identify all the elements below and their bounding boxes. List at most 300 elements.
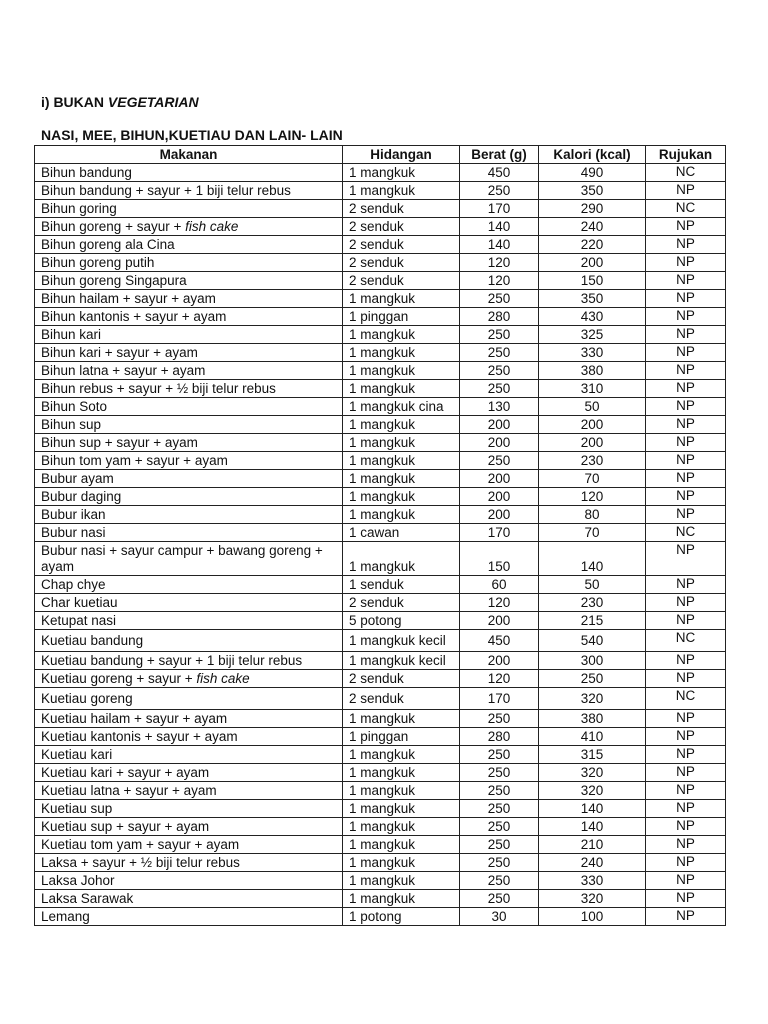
cell-hidangan: 5 potong [343, 612, 460, 630]
cell-rujukan: NP [646, 728, 726, 746]
food-name: Laksa Sarawak [41, 891, 134, 906]
table-row [35, 728, 726, 746]
cell-hidangan: 1 mangkuk cina [343, 398, 460, 416]
cell-makanan [35, 470, 343, 488]
cell-berat: 250 [460, 836, 539, 854]
food-name: Lemang [41, 909, 90, 924]
cell-berat: 200 [460, 416, 539, 434]
cell-rujukan: NP [646, 746, 726, 764]
table-row [35, 524, 726, 542]
cell-kalori: 200 [539, 254, 646, 272]
food-name: Bubur ikan [41, 507, 106, 522]
cell-makanan [35, 524, 343, 542]
table-row [35, 272, 726, 290]
cell-makanan [35, 380, 343, 398]
cell-hidangan: 1 mangkuk [343, 452, 460, 470]
cell-berat: 170 [460, 524, 539, 542]
cell-kalori: 290 [539, 200, 646, 218]
cell-kalori: 50 [539, 398, 646, 416]
cell-rujukan: NP [646, 182, 726, 200]
cell-kalori: 410 [539, 728, 646, 746]
cell-hidangan: 1 mangkuk kecil [343, 652, 460, 670]
cell-rujukan: NP [646, 854, 726, 872]
cell-hidangan: 1 mangkuk [343, 542, 460, 576]
food-name: Kuetiau hailam + sayur + ayam [41, 711, 228, 726]
cell-hidangan: 1 mangkuk [343, 506, 460, 524]
cell-makanan [35, 416, 343, 434]
cell-kalori: 140 [539, 818, 646, 836]
table-row [35, 908, 726, 926]
cell-hidangan: 1 mangkuk [343, 854, 460, 872]
cell-berat: 250 [460, 710, 539, 728]
cell-berat: 120 [460, 272, 539, 290]
table-body [35, 164, 726, 926]
cell-makanan [35, 630, 343, 652]
cell-kalori: 430 [539, 308, 646, 326]
cell-berat: 200 [460, 506, 539, 524]
table-row [35, 380, 726, 398]
section-heading-italic: VEGETARIAN [107, 94, 199, 110]
cell-kalori: 320 [539, 764, 646, 782]
cell-makanan [35, 890, 343, 908]
cell-hidangan: 1 pinggan [343, 728, 460, 746]
cell-berat: 250 [460, 818, 539, 836]
cell-rujukan: NP [646, 670, 726, 688]
cell-hidangan: 1 mangkuk [343, 434, 460, 452]
food-name: Bihun Soto [41, 399, 108, 414]
cell-rujukan: NP [646, 398, 726, 416]
table-row [35, 326, 726, 344]
table-row [35, 854, 726, 872]
cell-berat: 280 [460, 308, 539, 326]
cell-rujukan: NP [646, 326, 726, 344]
food-name: Kuetiau latna + sayur + ayam [41, 783, 217, 798]
cell-hidangan: 2 senduk [343, 236, 460, 254]
cell-kalori: 70 [539, 524, 646, 542]
food-name: Kuetiau bandung + sayur + 1 biji telur rebus [41, 653, 303, 668]
food-name: Bihun latna + sayur + ayam [41, 363, 206, 378]
food-name: Kuetiau sup + sayur + ayam [41, 819, 210, 834]
cell-berat: 200 [460, 652, 539, 670]
food-name: Bihun hailam + sayur + ayam [41, 291, 216, 306]
table-row [35, 488, 726, 506]
cell-berat: 120 [460, 670, 539, 688]
cell-makanan [35, 344, 343, 362]
table-row [35, 782, 726, 800]
cell-kalori: 150 [539, 272, 646, 290]
table-row [35, 688, 726, 710]
cell-makanan [35, 818, 343, 836]
table-row [35, 612, 726, 630]
header-makanan: Makanan [35, 146, 343, 164]
cell-berat: 450 [460, 630, 539, 652]
cell-makanan [35, 688, 343, 710]
cell-hidangan: 1 mangkuk [343, 782, 460, 800]
cell-berat: 150 [460, 542, 539, 576]
cell-rujukan: NP [646, 872, 726, 890]
cell-rujukan: NP [646, 290, 726, 308]
cell-makanan [35, 164, 343, 182]
cell-rujukan: NP [646, 470, 726, 488]
cell-hidangan: 1 mangkuk [343, 800, 460, 818]
cell-berat: 30 [460, 908, 539, 926]
cell-berat: 120 [460, 254, 539, 272]
cell-makanan [35, 488, 343, 506]
food-name: Bihun rebus + sayur + ½ biji telur rebus [41, 381, 276, 396]
table-row [35, 576, 726, 594]
cell-hidangan: 1 mangkuk [343, 416, 460, 434]
food-name: Bihun kari [41, 327, 102, 342]
food-name: Bihun sup [41, 417, 102, 432]
cell-rujukan: NP [646, 416, 726, 434]
cell-berat: 250 [460, 452, 539, 470]
cell-kalori: 120 [539, 488, 646, 506]
food-name: Bihun bandung + sayur + 1 biji telur rebus [41, 183, 291, 198]
table-header-row [35, 146, 726, 164]
food-name: Bihun goreng ala Cina [41, 237, 175, 252]
cell-rujukan: NC [646, 200, 726, 218]
table-row [35, 398, 726, 416]
cell-kalori: 50 [539, 576, 646, 594]
food-name: Bubur nasi [41, 525, 106, 540]
cell-kalori: 250 [539, 670, 646, 688]
cell-berat: 250 [460, 290, 539, 308]
cell-berat: 120 [460, 594, 539, 612]
cell-kalori: 140 [539, 800, 646, 818]
table-row [35, 746, 726, 764]
cell-hidangan: 1 mangkuk [343, 836, 460, 854]
food-name: Kuetiau goreng + sayur + [41, 671, 197, 686]
cell-rujukan: NP [646, 434, 726, 452]
cell-berat: 250 [460, 890, 539, 908]
cell-berat: 200 [460, 488, 539, 506]
cell-kalori: 300 [539, 652, 646, 670]
cell-berat: 250 [460, 344, 539, 362]
cell-rujukan: NC [646, 164, 726, 182]
cell-kalori: 380 [539, 710, 646, 728]
cell-makanan [35, 218, 343, 236]
cell-berat: 250 [460, 854, 539, 872]
cell-berat: 200 [460, 434, 539, 452]
food-name: Bihun goring [41, 201, 117, 216]
cell-hidangan: 1 mangkuk [343, 182, 460, 200]
food-name: Bubur ayam [41, 471, 114, 486]
cell-makanan [35, 182, 343, 200]
cell-makanan [35, 728, 343, 746]
table-row [35, 182, 726, 200]
cell-hidangan: 2 senduk [343, 272, 460, 290]
cell-rujukan: NP [646, 800, 726, 818]
table-row [35, 836, 726, 854]
cell-kalori: 310 [539, 380, 646, 398]
food-name: Kuetiau tom yam + sayur + ayam [41, 837, 240, 852]
cell-makanan [35, 452, 343, 470]
cell-makanan [35, 236, 343, 254]
table-row [35, 470, 726, 488]
table-row [35, 506, 726, 524]
cell-kalori: 325 [539, 326, 646, 344]
cell-hidangan: 1 pinggan [343, 308, 460, 326]
cell-berat: 250 [460, 872, 539, 890]
cell-makanan [35, 362, 343, 380]
cell-rujukan: NP [646, 218, 726, 236]
cell-rujukan: NC [646, 524, 726, 542]
cell-rujukan: NP [646, 254, 726, 272]
cell-kalori: 230 [539, 452, 646, 470]
cell-makanan [35, 836, 343, 854]
table-row [35, 362, 726, 380]
cell-hidangan: 1 mangkuk [343, 746, 460, 764]
cell-rujukan: NP [646, 612, 726, 630]
cell-hidangan: 1 cawan [343, 524, 460, 542]
food-name: Bihun kantonis + sayur + ayam [41, 309, 227, 324]
cell-hidangan: 1 mangkuk [343, 890, 460, 908]
cell-hidangan: 1 mangkuk [343, 764, 460, 782]
cell-rujukan: NP [646, 236, 726, 254]
section-heading-prefix: i) BUKAN [41, 94, 108, 110]
cell-rujukan: NP [646, 576, 726, 594]
food-name-italic: fish cake [185, 219, 239, 234]
cell-kalori: 200 [539, 416, 646, 434]
cell-berat: 250 [460, 182, 539, 200]
cell-hidangan: 1 mangkuk [343, 344, 460, 362]
food-name: Ketupat nasi [41, 613, 117, 628]
food-name-italic: fish cake [196, 671, 250, 686]
cell-makanan [35, 612, 343, 630]
table-heading: NASI, MEE, BIHUN,KUETIAU DAN LAIN- LAIN [41, 127, 343, 143]
cell-rujukan: NP [646, 380, 726, 398]
table-row [35, 218, 726, 236]
food-name: Bihun sup + sayur + ayam [41, 435, 198, 450]
cell-berat: 450 [460, 164, 539, 182]
cell-hidangan: 1 mangkuk [343, 710, 460, 728]
cell-berat: 280 [460, 728, 539, 746]
cell-makanan [35, 434, 343, 452]
cell-kalori: 330 [539, 344, 646, 362]
cell-rujukan: NP [646, 710, 726, 728]
cell-rujukan: NP [646, 764, 726, 782]
cell-hidangan: 1 mangkuk kecil [343, 630, 460, 652]
cell-hidangan: 2 senduk [343, 594, 460, 612]
cell-rujukan: NP [646, 818, 726, 836]
cell-makanan [35, 200, 343, 218]
food-name: Bihun goreng Singapura [41, 273, 187, 288]
table-row [35, 890, 726, 908]
cell-kalori: 350 [539, 182, 646, 200]
cell-kalori: 80 [539, 506, 646, 524]
cell-kalori: 315 [539, 746, 646, 764]
cell-kalori: 240 [539, 854, 646, 872]
cell-rujukan: NP [646, 308, 726, 326]
cell-kalori: 210 [539, 836, 646, 854]
cell-berat: 250 [460, 362, 539, 380]
food-name: Bihun goreng + sayur + [41, 219, 186, 234]
table-row [35, 452, 726, 470]
food-name: Kuetiau kari [41, 747, 113, 762]
section-heading [41, 93, 199, 111]
table-row [35, 290, 726, 308]
cell-kalori: 200 [539, 434, 646, 452]
food-name: Laksa Johor [41, 873, 115, 888]
cell-hidangan: 1 mangkuk [343, 380, 460, 398]
table-row [35, 670, 726, 688]
cell-berat: 250 [460, 380, 539, 398]
header-rujukan: Rujukan [646, 146, 726, 164]
cell-berat: 250 [460, 782, 539, 800]
cell-rujukan: NP [646, 452, 726, 470]
cell-rujukan: NP [646, 344, 726, 362]
table-row [35, 652, 726, 670]
cell-rujukan: NP [646, 506, 726, 524]
cell-berat: 250 [460, 326, 539, 344]
cell-rujukan: NP [646, 890, 726, 908]
cell-makanan [35, 854, 343, 872]
table-row [35, 434, 726, 452]
cell-berat: 250 [460, 800, 539, 818]
header-berat: Berat (g) [460, 146, 539, 164]
cell-makanan [35, 710, 343, 728]
cell-hidangan: 2 senduk [343, 218, 460, 236]
cell-kalori: 215 [539, 612, 646, 630]
cell-berat: 170 [460, 200, 539, 218]
food-name: Kuetiau goreng [41, 691, 133, 706]
cell-hidangan: 1 mangkuk [343, 872, 460, 890]
table-row [35, 764, 726, 782]
cell-hidangan: 1 mangkuk [343, 818, 460, 836]
cell-makanan [35, 652, 343, 670]
food-name: Bihun tom yam + sayur + ayam [41, 453, 228, 468]
cell-makanan [35, 576, 343, 594]
cell-makanan [35, 908, 343, 926]
cell-hidangan: 2 senduk [343, 254, 460, 272]
cell-kalori: 320 [539, 890, 646, 908]
cell-berat: 250 [460, 764, 539, 782]
cell-rujukan: NC [646, 688, 726, 710]
cell-hidangan: 1 mangkuk [343, 362, 460, 380]
cell-makanan [35, 800, 343, 818]
table-row [35, 872, 726, 890]
table-row [35, 200, 726, 218]
food-name: Kuetiau sup [41, 801, 113, 816]
cell-makanan [35, 872, 343, 890]
table-row [35, 416, 726, 434]
cell-hidangan: 2 senduk [343, 670, 460, 688]
food-name: Laksa + sayur + ½ biji telur rebus [41, 855, 240, 870]
cell-hidangan: 1 mangkuk [343, 164, 460, 182]
cell-rujukan: NC [646, 630, 726, 652]
cell-hidangan: 2 senduk [343, 200, 460, 218]
food-name: Chap chye [41, 577, 106, 592]
table-row [35, 308, 726, 326]
food-name: Bihun goreng putih [41, 255, 155, 270]
cell-makanan [35, 308, 343, 326]
cell-hidangan: 1 mangkuk [343, 470, 460, 488]
table-row [35, 236, 726, 254]
cell-rujukan: NP [646, 488, 726, 506]
cell-makanan [35, 542, 343, 576]
food-name: Kuetiau bandung [41, 633, 144, 648]
cell-rujukan: NP [646, 272, 726, 290]
cell-kalori: 320 [539, 688, 646, 710]
cell-rujukan: NP [646, 836, 726, 854]
cell-hidangan: 1 mangkuk [343, 290, 460, 308]
header-hidangan: Hidangan [343, 146, 460, 164]
cell-rujukan: NP [646, 652, 726, 670]
cell-kalori: 140 [539, 542, 646, 576]
cell-rujukan: NP [646, 594, 726, 612]
food-name: Char kuetiau [41, 595, 118, 610]
cell-berat: 130 [460, 398, 539, 416]
table-row [35, 594, 726, 612]
cell-makanan [35, 290, 343, 308]
cell-hidangan: 2 senduk [343, 688, 460, 710]
cell-makanan [35, 670, 343, 688]
table-row [35, 164, 726, 182]
cell-makanan [35, 326, 343, 344]
cell-makanan [35, 254, 343, 272]
food-name: Kuetiau kari + sayur + ayam [41, 765, 210, 780]
cell-kalori: 330 [539, 872, 646, 890]
cell-kalori: 70 [539, 470, 646, 488]
cell-hidangan: 1 senduk [343, 576, 460, 594]
table-row [35, 800, 726, 818]
cell-kalori: 380 [539, 362, 646, 380]
table-row [35, 254, 726, 272]
cell-makanan [35, 398, 343, 416]
cell-makanan [35, 782, 343, 800]
cell-rujukan: NP [646, 908, 726, 926]
cell-berat: 60 [460, 576, 539, 594]
cell-rujukan: NP [646, 362, 726, 380]
cell-kalori: 240 [539, 218, 646, 236]
cell-makanan [35, 506, 343, 524]
cell-makanan [35, 272, 343, 290]
table-row [35, 542, 726, 576]
cell-hidangan: 1 mangkuk [343, 488, 460, 506]
table-row [35, 344, 726, 362]
cell-kalori: 540 [539, 630, 646, 652]
food-name: Bihun bandung [41, 165, 132, 180]
cell-kalori: 230 [539, 594, 646, 612]
cell-kalori: 220 [539, 236, 646, 254]
header-kalori: Kalori (kcal) [539, 146, 646, 164]
food-name: Bihun kari + sayur + ayam [41, 345, 198, 360]
cell-hidangan: 1 mangkuk [343, 326, 460, 344]
table-row [35, 710, 726, 728]
cell-kalori: 490 [539, 164, 646, 182]
cell-kalori: 350 [539, 290, 646, 308]
food-name: Bubur nasi + sayur campur + bawang goreng + ayam [41, 542, 323, 574]
food-name: Bubur daging [41, 489, 122, 504]
cell-berat: 250 [460, 746, 539, 764]
table-row [35, 630, 726, 652]
cell-kalori: 100 [539, 908, 646, 926]
cell-berat: 140 [460, 236, 539, 254]
cell-makanan [35, 594, 343, 612]
food-calorie-table [34, 145, 726, 926]
cell-berat: 140 [460, 218, 539, 236]
cell-berat: 200 [460, 470, 539, 488]
cell-makanan [35, 764, 343, 782]
table-row [35, 818, 726, 836]
cell-makanan [35, 746, 343, 764]
food-name: Kuetiau kantonis + sayur + ayam [41, 729, 238, 744]
cell-berat: 200 [460, 612, 539, 630]
cell-hidangan: 1 potong [343, 908, 460, 926]
cell-rujukan: NP [646, 782, 726, 800]
cell-rujukan: NP [646, 542, 726, 576]
cell-kalori: 320 [539, 782, 646, 800]
